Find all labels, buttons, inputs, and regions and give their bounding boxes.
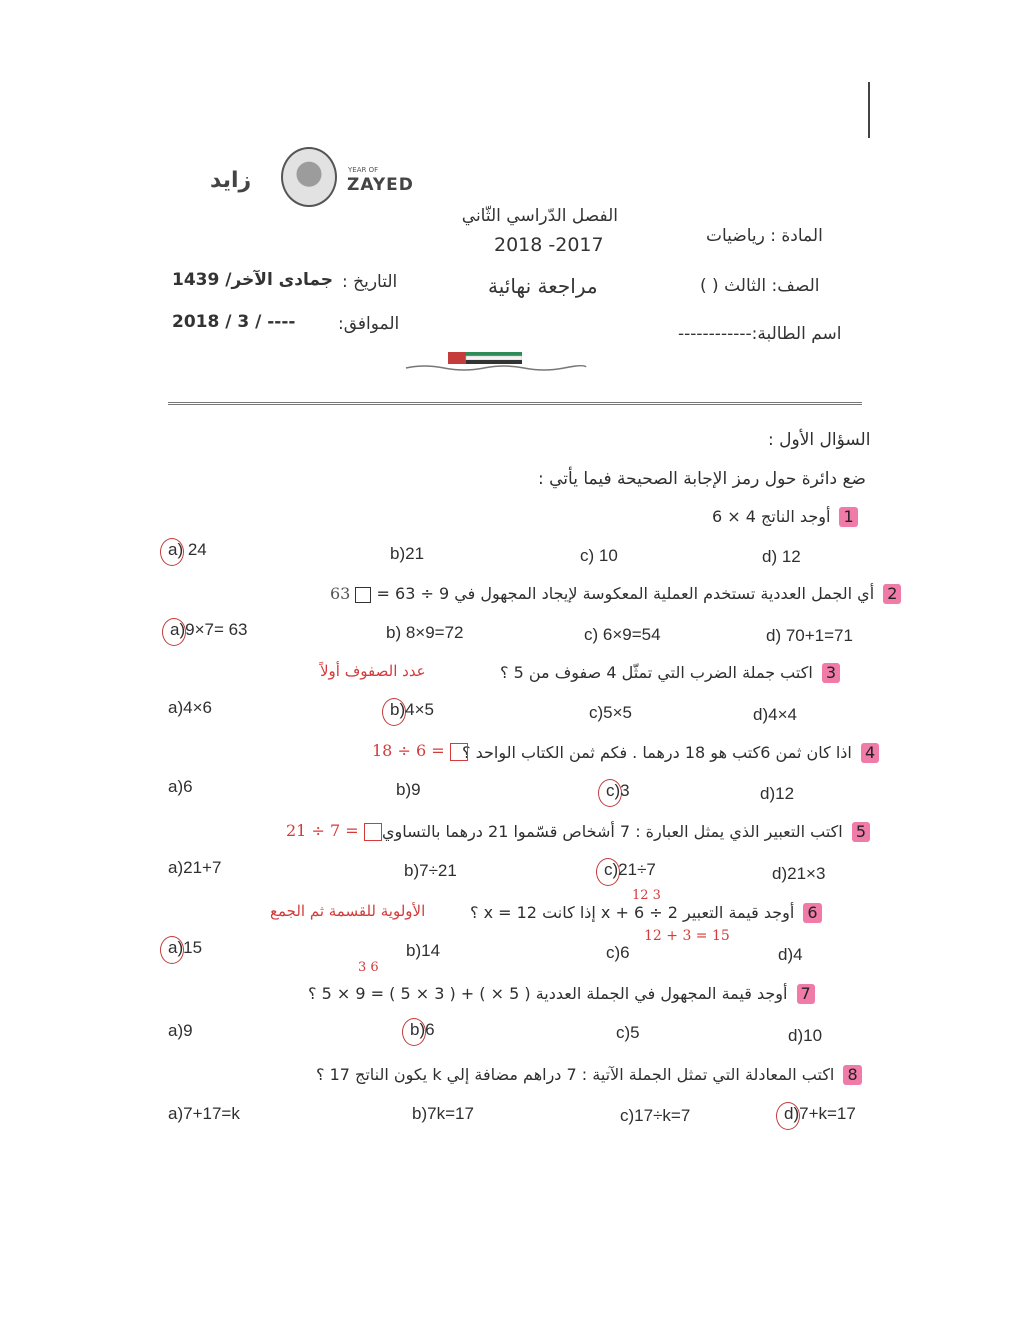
option-c[interactable]: c)6 [606,943,630,962]
question-number: 5 [852,822,870,842]
question-5 [382,822,870,842]
student-name-field: اسم الطالبة:------------ [678,324,842,344]
question-text: اذا كان ثمن 6كتب هو 18 درهما . فكم ثمن الكتاب الواحد ؟ [462,743,852,762]
option-d[interactable]: d)7+k=17 [776,1102,848,1122]
semester-text: الفصل الدّراسي الثّاني [461,206,618,226]
option-a[interactable]: a) 24 [160,538,199,558]
question-number: 8 [843,1065,861,1085]
question-number: 3 [822,663,840,683]
page-title: مراجعة نهائية [488,274,598,298]
logo-arabic: زايد [210,168,252,193]
option-b[interactable]: b)21 [390,544,425,563]
handwritten-calc-q5: 21 ÷ 7 = [286,821,382,841]
handwritten-calc-q4: 18 ÷ 6 = [372,741,468,761]
option-b[interactable]: b)14 [406,941,441,960]
question-number: 4 [861,743,879,763]
question-number: 7 [797,984,815,1004]
zayed-portrait-logo [281,147,337,207]
option-c[interactable]: c)5×5 [589,703,632,722]
handwritten-note-q3: عدد الصفوف أولاً [320,662,426,680]
hijri-date-value: جمادى الآخر/ 1439 [172,270,334,290]
option-b[interactable]: b) 8×9=72 [386,623,464,642]
question-1 [712,507,858,527]
handwritten-63: 63 [330,584,351,603]
option-a[interactable]: a)9 [168,1021,193,1040]
question-text: اكتب جملة الضرب التي تمثّل 4 صفوف من 5 ؟ [500,663,813,682]
option-d[interactable]: d)21×3 [772,864,826,883]
option-a[interactable]: a)4×6 [168,698,212,717]
blank-box [355,587,371,603]
question-2 [330,584,901,604]
section-title: السؤال الأول : [768,430,871,450]
option-b[interactable]: b)6 [402,1018,427,1038]
option-b[interactable]: b)4×5 [382,698,426,718]
subject-label: المادة : رياضيات [706,226,823,246]
option-a[interactable]: a)6 [168,777,193,796]
option-d[interactable]: d) 12 [762,547,801,566]
option-c[interactable]: c) 6×9=54 [584,625,661,644]
handwritten-top-q7: 3 6 [358,960,379,975]
question-number: 1 [839,507,857,527]
handwritten-note-q6: الأولوية للقسمة ثم الجمع [270,902,426,920]
option-d[interactable]: d)12 [760,784,795,803]
grade-label: الصف: الثالث ( ) [700,276,820,296]
option-c[interactable]: c)21÷7 [596,858,648,878]
option-c[interactable]: c)3 [598,779,622,799]
question-8 [316,1065,862,1085]
option-d[interactable]: d) 70+1=71 [766,626,853,645]
option-b[interactable]: b)9 [396,780,421,799]
option-d[interactable]: d)4×4 [753,705,797,724]
option-a[interactable]: a)21+7 [168,858,222,877]
question-text: أوجد قيمة التعبير 2 ÷ 6 + x إذا كانت x = 12 ؟ [470,903,795,922]
option-a[interactable]: a)9×7= 63 [162,618,240,638]
question-number: 2 [883,584,901,604]
question-text: اكتب التعبير الذي يمثل العبارة : 7 أشخاص قسّموا 21 درهما بالتساوي [382,822,843,841]
hijri-date-label: التاريخ : [342,272,398,292]
question-3 [500,663,840,683]
option-b[interactable]: b)7÷21 [404,861,457,880]
flag-caption-squiggle [404,362,588,372]
question-text: اكتب المعادلة التي تمثل الجملة الآتية : 7 دراهم مضافة إلي k يكون الناتج 17 ؟ [316,1065,835,1084]
handwritten-top-q6: 12 3 [632,888,661,903]
year-text: 2018 -2017 [494,234,604,256]
option-d[interactable]: d)4 [778,945,803,964]
question-text: أوجد الناتج 4 × 6 [712,507,831,526]
header-separator [168,402,862,405]
question-4 [462,743,879,763]
logo-english: ZAYED [347,175,414,195]
option-a[interactable]: a)7+17=k [168,1104,240,1123]
option-c[interactable]: c)5 [616,1023,640,1042]
option-c[interactable]: c)17÷k=7 [620,1106,691,1125]
handwritten-calc-q6: 12 + 3 = 15 [644,928,730,944]
section-instruction: ضع دائرة حول رمز الإجابة الصحيحة فيما يأتي : [538,469,866,489]
option-d[interactable]: d)10 [788,1026,823,1045]
question-number: 6 [803,903,821,923]
question-7 [308,984,815,1004]
question-text: أوجد قيمة المجهول في الجملة العددية ( 5 × ) + ( 3 × 5 ) = 9 × 5 ؟ [308,984,788,1003]
option-c[interactable]: c) 10 [580,546,618,565]
option-b[interactable]: b)7k=17 [412,1104,474,1123]
question-text: أي الجمل العددية تستخدم العملية المعكوسة لإيجاد المجهول في 9 ÷ 63 = [376,584,875,603]
gregorian-date-label: الموافق: [338,314,400,334]
option-a[interactable]: a)15 [160,936,194,956]
question-6 [470,903,822,923]
gregorian-date-value: 2018 / 3 / ---- [172,312,296,332]
page-edge-line [868,82,870,138]
logo-small-text: YEAR OF [348,166,379,174]
